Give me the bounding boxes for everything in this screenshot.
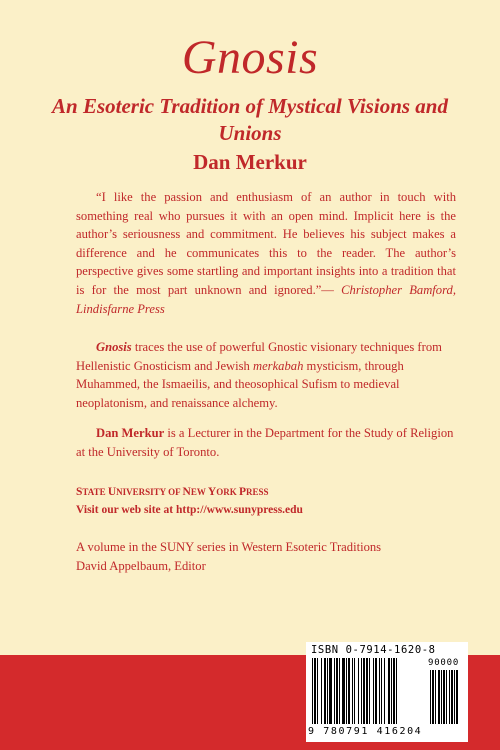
publisher-website: Visit our web site at http://www.sunypress.edu [76,504,303,516]
barcode-bars [310,658,464,728]
book-title: Gnosis [181,31,319,84]
review-quote [76,188,456,318]
publisher-name: STATE UNIVERSITY OF NEW YORK PRESS [76,486,269,498]
website-link[interactable]: http://www.sunypress.edu [175,504,303,516]
author-bio [76,424,456,461]
ean-digits: 9 780791 416204 [308,726,423,737]
book-author: Dan Merkur [193,150,307,174]
series-note [76,538,476,575]
quote-text: “I like the passion and enthusiasm of an author in touch with something real who pursues it with an open mind. Implicit here is the author’s seriousness and commitment. He believes his subject makes a difference and he communicates this to the reader. The author’s perspective gives some startling and important insights into a tradition that is for the most part unknown and ignored.”— [76,190,456,297]
description-part1: traces the use of powerful Gnostic visionary techniques from Hellenistic Gnosticism and Jewish [76,340,442,373]
isbn-label: ISBN 0-7914-1620-8 [311,644,436,656]
description-part2: mysticism, through Muhammed, the Ismaeilis, and theosophical Sufism to medieval neoplatonism, and renaissance alchemy. [76,358,404,410]
description-lead: Gnosis [96,340,132,354]
book-subtitle: An Esoteric Tradition of Mystical Visions and Unions [52,94,448,145]
price-addon: 90000 [428,658,460,668]
book-description [76,338,456,412]
bio-name: Dan Merkur [96,426,165,440]
series-editor: David Appelbaum, Editor [76,558,206,573]
description-emphasis: merkabah [253,358,304,373]
bio-text: is a Lecturer in the Department for the Study of Religion at the University of Toronto. [76,426,454,459]
publisher-block [76,483,456,519]
series-line: A volume in the SUNY series in Western Esoteric Traditions [76,540,382,554]
barcode [306,642,468,742]
quote-attribution: Christopher Bamford, Lindisfarne Press [76,282,456,316]
